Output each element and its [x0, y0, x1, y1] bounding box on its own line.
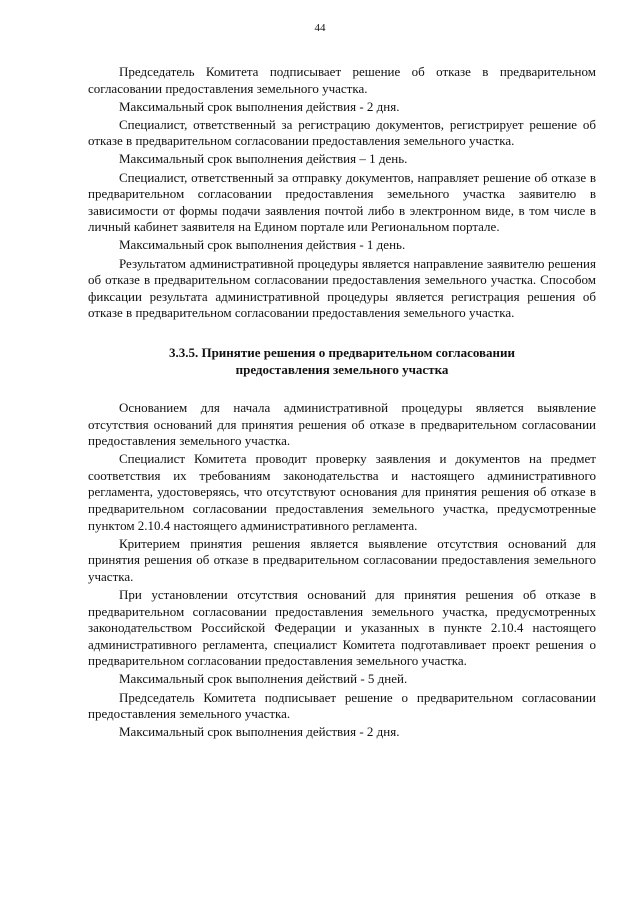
- paragraph: Специалист, ответственный за отправку документов, направляет решение об отказе в предварительном согласовании предоставления земельного участка заявителю в зависимости от формы подачи заявления почтой либо в электронном виде, в том числе в личный кабинет заявителя на Едином портале или Региональном портале.: [88, 169, 596, 235]
- paragraph: При установлении отсутствия оснований для принятия решения об отказе в предварительном согласовании предоставления земельного участка, предусмотренных законодательством Российской Федерации и указанных в пункте 2.10.4 настоящего административного регламента, специалист Комитета подготавливает проект решения о предварительном согласовании предоставления земельного участка.: [88, 586, 596, 669]
- paragraph: Председатель Комитета подписывает решение об отказе в предварительном согласовании предоставления земельного участка.: [88, 64, 596, 96]
- paragraph: Максимальный срок выполнения действий - 5 дней.: [119, 671, 408, 687]
- paragraph: Максимальный срок выполнения действия - 1 день.: [119, 237, 406, 253]
- document-body: [88, 64, 596, 742]
- paragraph: Специалист Комитета проводит проверку заявления и документов на предмет соответствия их требованиям законодательства и настоящего административного регламента, удостоверяясь, что отсутствуют основания для принятия решения об отказе в предварительном согласовании предоставления земельного участка, предусмотренные пунктом 2.10.4 настоящего административного регламента.: [88, 451, 596, 533]
- page-number: 44: [314, 22, 326, 34]
- section-heading-line2: предоставления земельного участка: [235, 361, 449, 377]
- paragraph: Критерием принятия решения является выявление отсутствия оснований для принятия решения об отказе в предварительном согласовании предоставления земельного участка.: [88, 535, 596, 584]
- paragraph: Максимальный срок выполнения действия - 2 дня.: [119, 98, 400, 114]
- section-heading-line1: 3.3.5. Принятие решения о предварительном согласовании: [168, 344, 516, 360]
- section-heading: [88, 344, 596, 378]
- paragraph: Специалист, ответственный за регистрацию документов, регистрирует решение об отказе в предварительном согласовании предоставления земельного участка.: [88, 116, 596, 149]
- paragraph: Председатель Комитета подписывает решение о предварительном согласовании предоставления земельного участка.: [88, 689, 596, 722]
- paragraph: Результатом административной процедуры является направление заявителю решения об отказе в предварительном согласовании предоставления земельного участка. Способом фиксации результата административной процедуры является регистрация решения об отказе в предварительном согласовании предоставления земельного участка.: [88, 255, 596, 321]
- paragraph: Максимальный срок выполнения действия – 1 день.: [119, 151, 408, 167]
- paragraph: Основанием для начала административной процедуры является выявление отсутствия оснований для принятия решения об отказе в предварительном согласовании предоставления земельного участка.: [88, 399, 596, 449]
- paragraph: Максимальный срок выполнения действия - 2 дня.: [119, 724, 400, 740]
